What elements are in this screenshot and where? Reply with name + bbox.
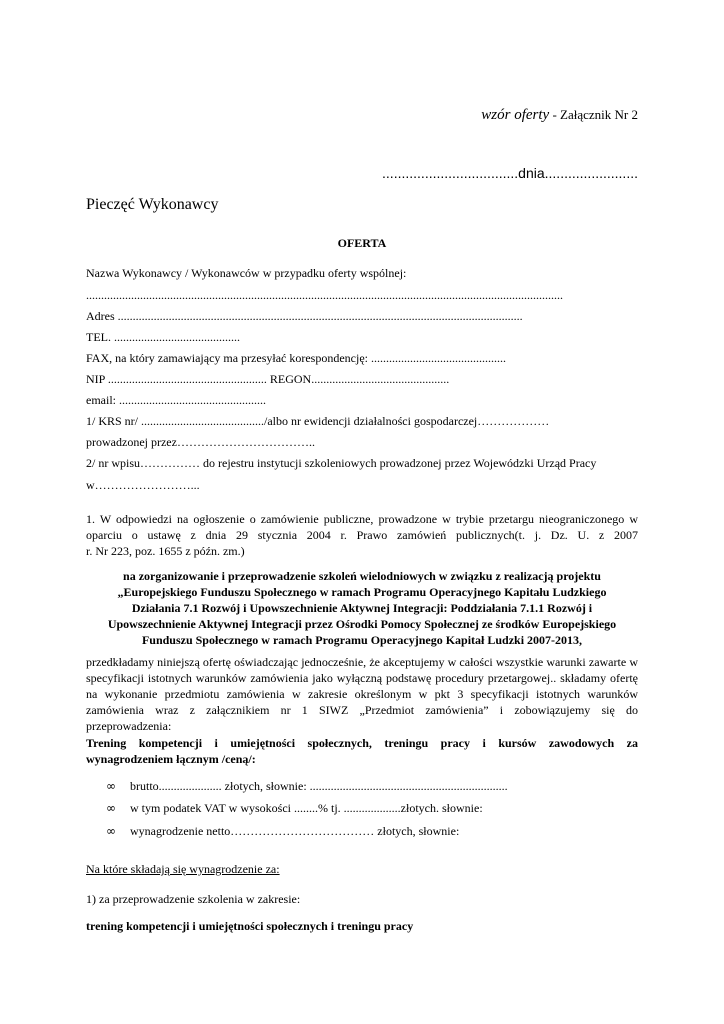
vat-amount: w tym podatek VAT w wysokości ........% tj. ...................złotych. słownie: [130,801,483,815]
document-title: OFERTA [337,236,387,250]
phone-field: TEL. .......................................... [86,330,240,344]
attachment-italic: wzór oferty [481,107,550,123]
attachment-label [481,107,638,124]
project-line: Upowszechnienie Aktywnej Integracji przez Ośrodki Pomocy Społecznej ze środków Europejskiego [107,617,617,631]
krs-field: 1/ KRS nr/ ........................................./albo nr ewidencji działalności gospodarczej……………… [86,414,550,428]
project-line: na zorganizowanie i przeprowadzenie szkoleń wielodniowych w związku z realizacją projektu [123,569,601,583]
section-1-intro [86,511,638,559]
email-field: email: ................................................. [86,393,266,407]
declaration-last: przeprowadzenia: [86,719,172,733]
training-scope-last: wynagrodzeniem łącznym /ceną/: [86,752,256,766]
contractor-stamp: Pieczęć Wykonawcy [86,196,219,213]
gross-amount: brutto..................... złotych, słownie: .................................................................. [130,779,508,793]
section-1-intro-main: 1. W odpowiedzi na ogłoszenie o zamówienie publiczne, prowadzone w trybie przetargu nieograniczonego w oparciu o ustawę z dnia 29 stycznia 2004 r. Prawo zamówień publicznych(t. j. Dz. U. z 2007 [86,512,638,542]
krs-registry-field: prowadzonej przez…………………………….. [86,435,315,449]
net-amount: wynagrodzenie netto……………………………… złotych, słownie: [130,824,460,838]
project-description [96,568,628,648]
declaration-main: przedkładamy niniejszą ofertę oświadczając jednocześnie, że akceptujemy w całości wszystkie warunki zawarte w specyfikacji istotnych warunków zamówienia jako wyłączną podstawę procedury przetargowej.. składamy ofertę na wykonanie przedmiotu zamówienia w zakresie określonym w pkt 3 specyfikacji istotnych warunków zamówienia wraz z załącznikiem nr 1 SIWZ „Przedmiot zamówienia” i zobowiązujemy się do [86,655,638,717]
name-label: Nazwa Wykonawcy / Wykonawców w przypadku oferty wspólnej: [86,266,407,280]
project-line: „Europejskiego Funduszu Społecznego w ramach Programu Operacyjnego Kapitału Ludzkiego [117,585,607,599]
project-line: Działania 7.1 Rozwój i Upowszechnienie Aktywnej Integracji: Poddziałania 7.1.1 Rozwój i [131,601,593,615]
declaration-paragraph [86,654,638,734]
address-field: Adres ....................................................................................................................................... [86,309,523,323]
remuneration-heading: Na które składają się wynagrodzenie za: [86,862,280,876]
name-dots: ............................................................................................................................................................... [86,288,563,302]
infinity-bullet-icon: ∞ [106,801,116,815]
training-title: trening kompetencji i umiejętności społecznych i treningu pracy [86,919,414,933]
attachment-rest: - Załącznik Nr 2 [549,107,638,122]
bullet-vat [106,801,483,816]
nip-regon-field: NIP ..................................................... REGON.............................................. [86,372,450,386]
project-line: Funduszu Społecznego w ramach Programu Operacyjnego Kapitał Ludzki 2007-2013, [141,633,583,647]
infinity-bullet-icon: ∞ [106,824,116,838]
training-scope [86,735,638,767]
training-scope-main: Trening kompetencji i umiejętności społecznych, treningu pracy i kursów zawodowych za [86,736,638,750]
training-registry-field: 2/ nr wpisu…………… do rejestru instytucji szkoleniowych prowadzonej przez Wojewódzki Urząd Pracy [86,456,597,470]
item-1-scope: 1) za przeprowadzenie szkolenia w zakresie: [86,892,301,906]
bullet-net [106,824,459,839]
training-registry-cont: w……………………... [86,478,200,492]
bullet-gross [106,779,508,794]
fax-field: FAX, na który zamawiający ma przesyłać korespondencję: ............................................. [86,351,506,365]
date-line: ...................................dnia........................ [382,165,638,181]
infinity-bullet-icon: ∞ [106,779,116,793]
section-1-intro-last: r. Nr 223, poz. 1655 z późn. zm.) [86,544,245,558]
